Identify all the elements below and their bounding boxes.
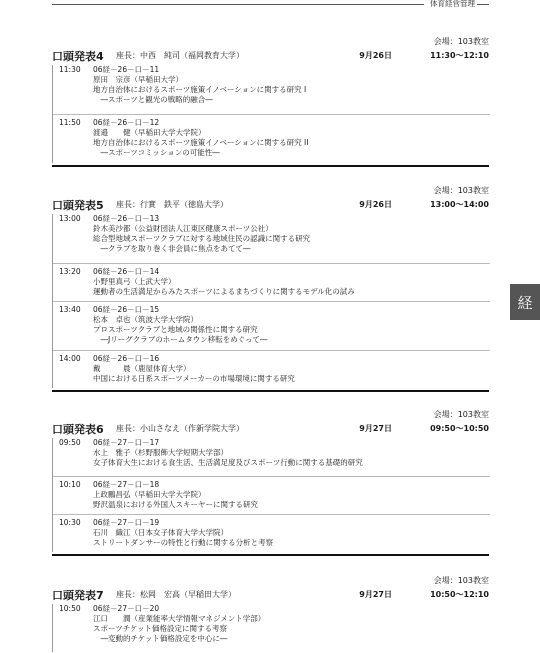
session-venue: 会場：103教室	[433, 186, 489, 195]
talk-id: 06経－26－口－15	[93, 305, 160, 314]
session-time: 13:00〜14:00	[430, 200, 489, 209]
talk-time: 13:00	[59, 214, 81, 223]
session-date: 9月27日	[359, 590, 392, 599]
talk-item	[53, 604, 490, 652]
talk-item	[53, 263, 490, 301]
talk-item	[53, 350, 490, 388]
talk-item	[53, 476, 490, 514]
talk-time: 10:10	[59, 480, 81, 489]
session-bottom-rule	[52, 554, 489, 556]
session-venue: 会場：103教室	[433, 410, 489, 419]
session-time: 10:50〜12:10	[430, 590, 489, 599]
session-venue: 会場：103教室	[433, 37, 489, 46]
talk-time: 13:20	[59, 267, 81, 276]
talk-presenter: 石川 織江（日本女子体育大学大学院）	[93, 528, 228, 537]
talk-subtitle: ―スポーツと観光の戦略的融合―	[93, 95, 213, 104]
talk-presenter: 渡邉 健（早稲田大学大学院）	[93, 128, 206, 137]
talk-time: 11:50	[59, 118, 81, 127]
talk-presenter: 鈴木美沙都（公益財団法人江東区健康スポーツ公社）	[93, 224, 273, 233]
talk-time: 13:40	[59, 305, 81, 314]
session-bottom-rule	[52, 390, 489, 392]
talk-title: 総合型地域スポーツクラブに対する地域住民の認識に関する研究	[93, 234, 311, 243]
session-date: 9月27日	[359, 424, 392, 433]
session-talks	[52, 604, 490, 652]
talk-subtitle: ―スポーツコミッションの可能性―	[93, 148, 220, 157]
session-title: 口頭発表4	[52, 50, 104, 63]
talk-id: 06経－27－口－19	[93, 518, 160, 527]
session-chair: 座長：行實 鉄平（徳島大学）	[116, 200, 228, 209]
header-rule	[52, 4, 424, 5]
talk-presenter: 松本 卓也（筑波大学大学院）	[93, 315, 198, 324]
session-header	[52, 421, 489, 435]
talk-title: 地方自治体におけるスポーツ施策イノベーションに関する研究 I	[93, 85, 307, 94]
talk-item	[53, 438, 490, 476]
session-chair: 座長：中西 純司（福岡教育大学）	[116, 51, 244, 60]
talk-title: 女子体育大生における食生活、生活満足度及びスポーツ行動に関する基礎的研究	[93, 458, 363, 467]
talk-presenter: 戴 晨（鹿屋体育大学）	[93, 364, 191, 373]
talk-title: プロスポーツクラブと地域の関係性に関する研究	[93, 325, 258, 334]
session-bottom-rule	[52, 165, 489, 167]
talk-id: 06経－27－口－17	[93, 438, 160, 447]
talk-title: 地方自治体におけるスポーツ施策イノベーションに関する研究 II	[93, 138, 309, 147]
header-dash	[477, 4, 489, 5]
talk-id: 06経－27－口－20	[93, 604, 160, 613]
talk-item	[53, 65, 490, 114]
talk-subtitle: ―変動的チケット価格設定を中心に―	[93, 634, 228, 643]
talk-time: 14:00	[59, 354, 81, 363]
talk-title: 野沢温泉における外国人スキーヤーに関する研究	[93, 500, 258, 509]
talk-item	[53, 514, 490, 552]
talk-presenter: 水上 雅子（杉野服飾大学短期大学部）	[93, 448, 228, 457]
talk-id: 06経－26－口－12	[93, 118, 160, 127]
talk-presenter: 原田 宗彦（早稲田大学）	[93, 75, 183, 84]
session-header	[52, 587, 489, 601]
running-header: 体育経営管理	[430, 0, 475, 8]
talk-title: 運動者の生活満足からみたスポーツによるまちづくりに関するモデル化の試み	[93, 287, 355, 296]
talk-id: 06経－26－口－16	[93, 354, 160, 363]
session-date: 9月26日	[359, 200, 392, 209]
session-date: 9月26日	[359, 51, 392, 60]
session-title: 口頭発表5	[52, 199, 104, 212]
session-talks	[52, 65, 490, 163]
session-header	[52, 48, 489, 62]
talk-id: 06経－26－口－13	[93, 214, 160, 223]
session-talks	[52, 438, 490, 552]
talk-time: 09:50	[59, 438, 81, 447]
talk-subtitle: ―クラブを取り巻く非会員に焦点をあてて―	[93, 244, 251, 253]
talk-title: ストリートダンサーの特性と行動に関する分析と考察	[93, 538, 274, 547]
talk-time: 10:30	[59, 518, 81, 527]
session-chair: 座長：小山さなえ（作新学院大学）	[116, 424, 244, 433]
talk-time: 10:50	[59, 604, 81, 613]
session-chair: 座長：松岡 宏高（早稲田大学）	[116, 590, 236, 599]
session-title: 口頭発表7	[52, 589, 104, 602]
talk-item	[53, 114, 490, 163]
talk-id: 06経－26－口－11	[93, 65, 160, 74]
session-venue: 会場：103教室	[433, 576, 489, 585]
talk-subtitle: ―Jリーグクラブのホームタウン移転をめぐって―	[93, 335, 268, 344]
talk-id: 06経－26－口－14	[93, 267, 160, 276]
session-time: 11:30〜12:10	[430, 51, 489, 60]
talk-id: 06経－27－口－18	[93, 480, 160, 489]
session-talks	[52, 214, 490, 388]
talk-presenter: 小野里真弓（上武大学）	[93, 277, 176, 286]
session-title: 口頭発表6	[52, 423, 104, 436]
talk-presenter: 上政鵬昌弘（早稲田大学大学院）	[93, 490, 206, 499]
talk-title: スポーツチケット価格設定に関する考察	[93, 624, 228, 633]
session-time: 09:50〜10:50	[430, 424, 489, 433]
section-tab: 経	[510, 284, 540, 320]
talk-item	[53, 301, 490, 350]
talk-item	[53, 214, 490, 263]
talk-presenter: 江口 潤（産業能率大学情報マネジメント学部）	[93, 614, 266, 623]
talk-time: 11:30	[59, 65, 81, 74]
talk-title: 中国における日系スポーツメーカーの市場環境に関する研究	[93, 374, 295, 383]
session-header	[52, 197, 489, 211]
